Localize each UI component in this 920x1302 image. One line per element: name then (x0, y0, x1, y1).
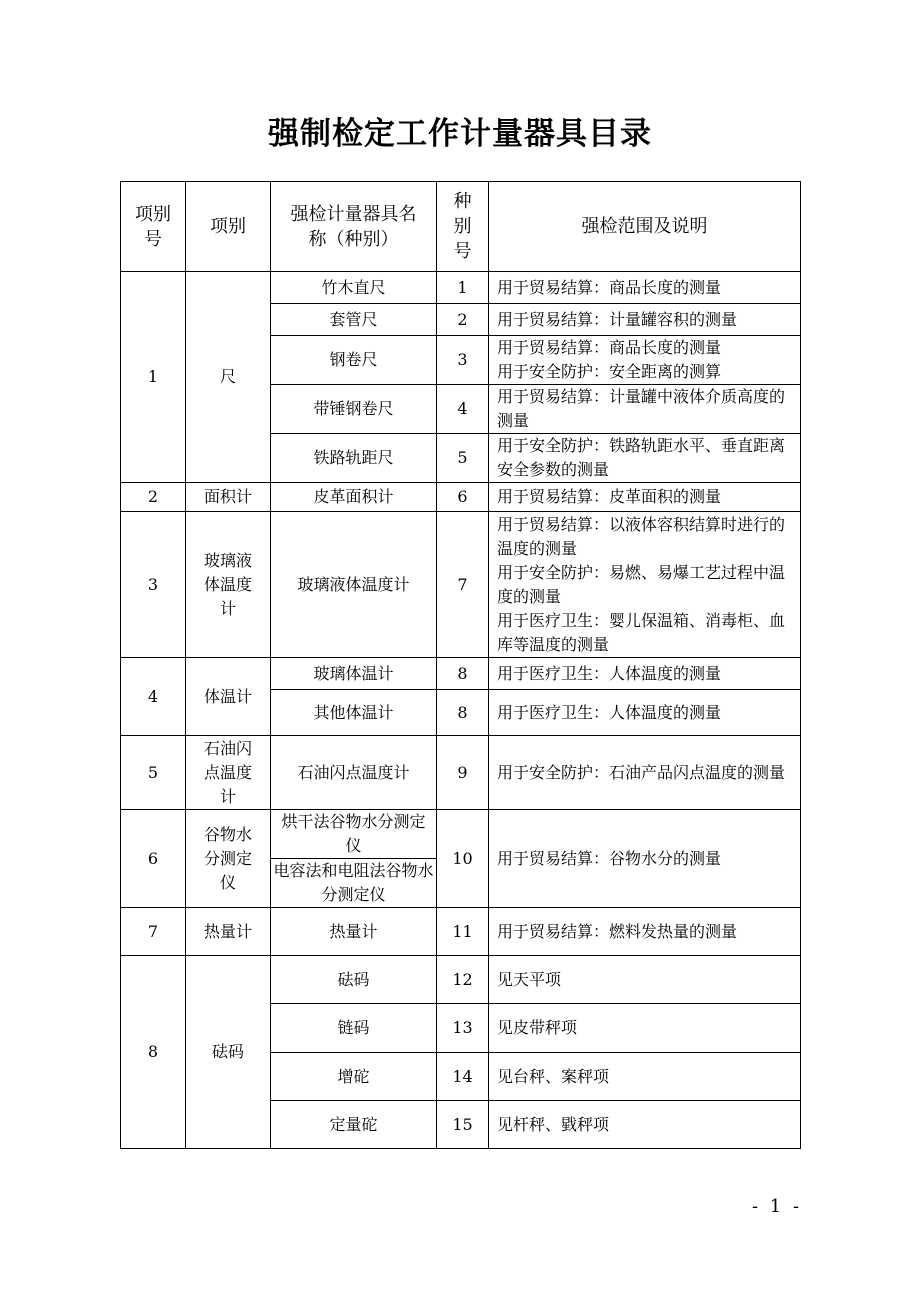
scope-description: 见皮带秤项 (489, 1004, 801, 1053)
category-name: 尺 (186, 272, 271, 483)
instrument-name: 竹木直尺 (271, 272, 437, 304)
type-number: 8 (437, 658, 489, 690)
instrument-name: 玻璃体温计 (271, 658, 437, 690)
instrument-name: 玻璃液体温度计 (271, 512, 437, 658)
type-number: 3 (437, 336, 489, 385)
instrument-name: 电容法和电阻法谷物水分测定仪 (271, 859, 437, 908)
instrument-name: 钢卷尺 (271, 336, 437, 385)
page-number: - 1 - (752, 1196, 803, 1217)
instrument-name: 烘干法谷物水分测定仪 (271, 810, 437, 859)
table-row (121, 956, 801, 1004)
category-name: 谷物水分测定仪 (186, 810, 271, 908)
instrument-name: 定量砣 (271, 1101, 437, 1149)
table-row (121, 272, 801, 304)
header-scope: 强检范围及说明 (489, 182, 801, 272)
item-number: 7 (121, 908, 186, 956)
scope-description: 见台秤、案秤项 (489, 1053, 801, 1101)
scope-description: 见天平项 (489, 956, 801, 1004)
scope-description: 用于安全防护：石油产品闪点温度的测量 (489, 736, 801, 810)
header-instrument-name: 强检计量器具名称（种别） (271, 182, 437, 272)
type-number: 8 (437, 690, 489, 736)
instrument-name: 铁路轨距尺 (271, 434, 437, 483)
category-name: 石油闪点温度计 (186, 736, 271, 810)
item-number: 4 (121, 658, 186, 736)
item-number: 1 (121, 272, 186, 483)
type-number: 9 (437, 736, 489, 810)
type-number: 12 (437, 956, 489, 1004)
scope-description: 用于贸易结算：以液体容积结算时进行的温度的测量 用于安全防护：易燃、易爆工艺过程中温度的测量 用于医疗卫生：婴儿保温箱、消毒柜、血库等温度的测量 (489, 512, 801, 658)
item-number: 8 (121, 956, 186, 1149)
document-title: 强制检定工作计量器具目录 (268, 116, 652, 152)
type-number: 15 (437, 1101, 489, 1149)
category-name: 体温计 (186, 658, 271, 736)
type-number: 2 (437, 304, 489, 336)
scope-description: 用于贸易结算：商品长度的测量 (489, 272, 801, 304)
type-number: 7 (437, 512, 489, 658)
scope-description: 用于医疗卫生：人体温度的测量 (489, 690, 801, 736)
header-row (121, 182, 801, 272)
scope-description: 用于贸易结算：计量罐容积的测量 (489, 304, 801, 336)
header-type-number: 种别号 (437, 182, 489, 272)
table-row (121, 736, 801, 810)
type-number: 14 (437, 1053, 489, 1101)
instrument-name: 砝码 (271, 956, 437, 1004)
type-number: 5 (437, 434, 489, 483)
item-number: 6 (121, 810, 186, 908)
scope-description: 用于贸易结算：燃料发热量的测量 (489, 908, 801, 956)
table-row (121, 512, 801, 658)
scope-description: 用于医疗卫生：人体温度的测量 (489, 658, 801, 690)
instrument-name: 热量计 (271, 908, 437, 956)
instrument-name: 其他体温计 (271, 690, 437, 736)
instrument-catalog-table (120, 181, 801, 1149)
type-number: 13 (437, 1004, 489, 1053)
table-row (121, 483, 801, 512)
instrument-name: 链码 (271, 1004, 437, 1053)
header-category: 项别 (186, 182, 271, 272)
instrument-name: 石油闪点温度计 (271, 736, 437, 810)
table-row (121, 810, 801, 859)
type-number: 11 (437, 908, 489, 956)
type-number: 6 (437, 483, 489, 512)
scope-description: 见杆秤、戥秤项 (489, 1101, 801, 1149)
type-number: 10 (437, 810, 489, 908)
category-name: 砝码 (186, 956, 271, 1149)
type-number: 4 (437, 385, 489, 434)
table-row (121, 908, 801, 956)
header-item-number: 项别号 (121, 182, 186, 272)
scope-description: 用于贸易结算：皮革面积的测量 (489, 483, 801, 512)
item-number: 3 (121, 512, 186, 658)
instrument-name: 套管尺 (271, 304, 437, 336)
category-name: 面积计 (186, 483, 271, 512)
scope-description: 用于贸易结算：谷物水分的测量 (489, 810, 801, 908)
scope-description: 用于贸易结算：计量罐中液体介质高度的测量 (489, 385, 801, 434)
instrument-name: 增砣 (271, 1053, 437, 1101)
scope-description: 用于安全防护：铁路轨距水平、垂直距离安全参数的测量 (489, 434, 801, 483)
item-number: 2 (121, 483, 186, 512)
instrument-name: 带锤钢卷尺 (271, 385, 437, 434)
scope-description: 用于贸易结算：商品长度的测量 用于安全防护：安全距离的测算 (489, 336, 801, 385)
table-row (121, 658, 801, 690)
category-name: 热量计 (186, 908, 271, 956)
type-number: 1 (437, 272, 489, 304)
instrument-name: 皮革面积计 (271, 483, 437, 512)
category-name: 玻璃液体温度计 (186, 512, 271, 658)
item-number: 5 (121, 736, 186, 810)
